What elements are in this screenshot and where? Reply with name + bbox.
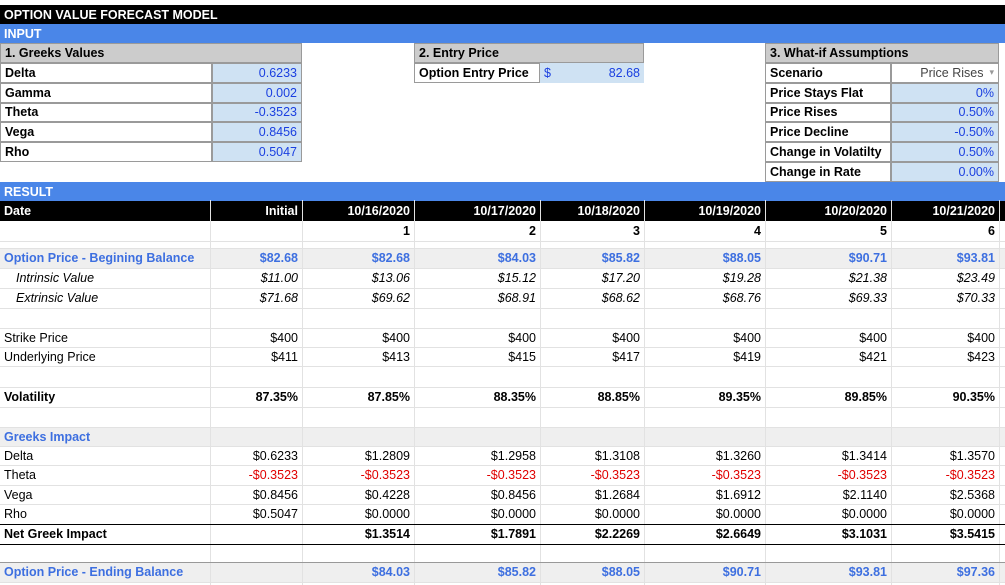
end-balance-value[interactable]: $90.71: [722, 565, 761, 579]
vega-value[interactable]: $0.4228: [364, 487, 410, 502]
rho-value[interactable]: $0.0000: [715, 507, 761, 522]
underlying-value[interactable]: $419: [733, 349, 761, 364]
gridline: [0, 268, 1005, 269]
input-label[interactable]: INPUT: [4, 26, 42, 41]
delta-row: [0, 446, 1005, 466]
vega-value[interactable]: $2.5368: [949, 487, 995, 502]
intrinsic-row: [0, 268, 1005, 288]
column-divider: [644, 200, 645, 585]
period-number[interactable]: 2: [529, 224, 536, 238]
vega-label[interactable]: Vega: [4, 487, 33, 502]
column-divider: [540, 200, 541, 585]
underlying-value[interactable]: $415: [508, 349, 536, 364]
column-header[interactable]: 10/17/2020: [473, 204, 536, 218]
column-header[interactable]: 10/21/2020: [932, 204, 995, 218]
whatif-value-input[interactable]: -0.50%: [891, 122, 999, 142]
net-impact-row: [0, 524, 1005, 544]
scenario-value: Price Rises: [920, 65, 984, 80]
extrinsic-value[interactable]: $69.33: [848, 291, 887, 305]
rho-value[interactable]: $0.0000: [841, 507, 887, 522]
greeks-impact-row: [0, 427, 1005, 446]
end-balance-value[interactable]: $88.05: [601, 565, 640, 579]
entry-header[interactable]: 2. Entry Price: [414, 43, 644, 63]
theta-value[interactable]: -$0.3523: [837, 468, 887, 483]
whatif-value-input[interactable]: 0.50%: [891, 103, 999, 123]
intrinsic-value[interactable]: $21.38: [848, 271, 887, 285]
whatif-value-input[interactable]: 0%: [891, 83, 999, 103]
begin-balance-value[interactable]: $84.03: [497, 251, 536, 265]
greek-value-input[interactable]: -0.3523: [212, 103, 302, 123]
entry-price-input[interactable]: 82.68: [560, 63, 644, 83]
gridline: [0, 465, 1005, 466]
whatif-label[interactable]: Change in Rate: [765, 162, 891, 182]
volatility-value[interactable]: 87.35%: [255, 390, 298, 404]
extrinsic-value[interactable]: $70.33: [956, 291, 995, 305]
volatility-value[interactable]: 87.85%: [367, 390, 410, 404]
rho-label[interactable]: Rho: [4, 507, 27, 522]
gridline: [0, 446, 1005, 447]
greek-value-input[interactable]: 0.002: [212, 83, 302, 103]
date-label[interactable]: Date: [4, 204, 32, 218]
row-separator: [0, 524, 1005, 525]
net-impact-value[interactable]: $3.1031: [841, 527, 887, 541]
gridline: [0, 347, 1005, 348]
delta-value[interactable]: $0.6233: [252, 448, 298, 463]
row-separator: [0, 544, 1005, 545]
begin-balance-value[interactable]: $90.71: [848, 251, 887, 265]
begin-balance-value[interactable]: $85.82: [601, 251, 640, 265]
sheet-title[interactable]: OPTION VALUE FORECAST MODEL: [4, 7, 218, 22]
greek-label[interactable]: Gamma: [0, 83, 212, 103]
intrinsic-label[interactable]: Intrinsic Value: [16, 271, 95, 285]
greeks-header[interactable]: 1. Greeks Values: [0, 43, 302, 63]
gridline: [0, 248, 1005, 249]
net-impact-value[interactable]: $2.2269: [594, 527, 640, 541]
whatif-label[interactable]: Price Rises: [765, 103, 891, 123]
input-row: [0, 63, 1005, 83]
period-row: [0, 221, 1005, 241]
scenario-label[interactable]: Scenario: [765, 63, 891, 83]
underlying-value[interactable]: $413: [382, 349, 410, 364]
gridline: [0, 288, 1005, 289]
vega-value[interactable]: $1.6912: [715, 487, 761, 502]
input-row: [0, 83, 1005, 103]
whatif-value-input[interactable]: 0.00%: [891, 162, 999, 182]
net-impact-value[interactable]: $3.5415: [949, 527, 995, 541]
extrinsic-value[interactable]: $69.62: [371, 291, 410, 305]
greek-label[interactable]: Theta: [0, 103, 212, 123]
volatility-value[interactable]: 88.35%: [493, 390, 536, 404]
net-impact-value[interactable]: $1.7891: [490, 527, 536, 541]
vega-value[interactable]: $1.2684: [594, 487, 640, 502]
vega-value[interactable]: $2.1140: [842, 487, 887, 502]
end-balance-value[interactable]: $93.81: [848, 565, 887, 579]
theta-value[interactable]: -$0.3523: [248, 468, 298, 483]
vega-value[interactable]: $0.8456: [490, 487, 536, 502]
period-number[interactable]: 4: [754, 224, 761, 238]
theta-value[interactable]: -$0.3523: [711, 468, 761, 483]
chevron-down-icon[interactable]: ▾: [989, 67, 994, 78]
column-header[interactable]: Initial: [265, 204, 298, 218]
column-divider: [765, 200, 766, 585]
begin-balance-value[interactable]: $82.68: [371, 251, 410, 265]
underlying-value[interactable]: $417: [612, 349, 640, 364]
column-header[interactable]: 10/19/2020: [698, 204, 761, 218]
gridline: [0, 485, 1005, 486]
begin-balance-value[interactable]: $93.81: [956, 251, 995, 265]
underlying-value[interactable]: $411: [271, 349, 298, 364]
greeks-impact-label[interactable]: Greeks Impact: [4, 429, 91, 444]
underlying-row: [0, 347, 1005, 366]
strike-label[interactable]: Strike Price: [4, 330, 68, 345]
section-header-row: [0, 43, 1005, 63]
delta-value[interactable]: $1.2958: [490, 448, 536, 463]
gridline: [0, 582, 1005, 583]
scenario-dropdown[interactable]: [891, 63, 999, 83]
volatility-row: [0, 387, 1005, 407]
rho-value[interactable]: $0.5047: [252, 507, 298, 522]
underlying-value[interactable]: $423: [967, 349, 995, 364]
greek-value-input[interactable]: 0.5047: [212, 142, 302, 162]
strike-row: [0, 328, 1005, 347]
delta-value[interactable]: $1.3108: [594, 448, 640, 463]
input-band: [0, 24, 1005, 43]
delta-value[interactable]: $1.3414: [841, 448, 887, 463]
intrinsic-value[interactable]: $19.28: [722, 271, 761, 285]
intrinsic-value[interactable]: $11.00: [260, 271, 298, 285]
rho-value[interactable]: $0.0000: [594, 507, 640, 522]
period-number[interactable]: [210, 221, 302, 241]
input-row: [0, 122, 1005, 142]
theta-value[interactable]: -$0.3523: [945, 468, 995, 483]
end-balance-value[interactable]: [210, 562, 302, 582]
whatif-label[interactable]: Change in Volatilty: [765, 142, 891, 162]
vega-value[interactable]: $0.8456: [252, 487, 298, 502]
column-divider: [891, 200, 892, 585]
theta-label[interactable]: Theta: [4, 468, 36, 483]
whatif-header[interactable]: 3. What-if Assumptions: [765, 43, 999, 63]
end-balance-value[interactable]: $84.03: [371, 565, 410, 579]
whatif-label[interactable]: Price Stays Flat: [765, 83, 891, 103]
extrinsic-value[interactable]: $68.62: [601, 291, 640, 305]
net-impact-label[interactable]: Net Greek Impact: [4, 527, 107, 541]
gridline: [0, 504, 1005, 505]
delta-value[interactable]: $1.3570: [949, 448, 995, 463]
column-divider: [210, 200, 211, 585]
net-impact-value[interactable]: $2.6649: [715, 527, 761, 541]
result-label[interactable]: RESULT: [4, 184, 54, 199]
delta-label[interactable]: Delta: [4, 448, 34, 463]
volatility-value[interactable]: 89.35%: [718, 390, 761, 404]
date-header-row: [0, 201, 1005, 221]
intrinsic-value[interactable]: $23.49: [956, 271, 995, 285]
gridline: [0, 407, 1005, 408]
input-row: [0, 142, 1005, 162]
begin-balance-value[interactable]: $82.68: [259, 251, 298, 265]
gridline: [0, 387, 1005, 388]
rho-value[interactable]: $0.0000: [490, 507, 536, 522]
vega-row: [0, 485, 1005, 505]
theta-value[interactable]: -$0.3523: [486, 468, 536, 483]
underlying-label[interactable]: Underlying Price: [4, 349, 96, 364]
row-separator: [0, 562, 1005, 563]
input-row: [0, 103, 1005, 123]
strike-value[interactable]: $400: [859, 330, 887, 345]
gridline: [0, 427, 1005, 428]
end-balance-row: [0, 562, 1005, 582]
theta-value[interactable]: -$0.3523: [590, 468, 640, 483]
theta-value[interactable]: -$0.3523: [360, 468, 410, 483]
intrinsic-value[interactable]: $17.20: [601, 271, 640, 285]
period-number[interactable]: 5: [880, 224, 887, 238]
begin-balance-value[interactable]: $88.05: [722, 251, 761, 265]
rho-value[interactable]: $0.0000: [364, 507, 410, 522]
period-number[interactable]: 3: [633, 224, 640, 238]
entry-currency[interactable]: $: [540, 63, 560, 83]
whatif-value-input[interactable]: 0.50%: [891, 142, 999, 162]
intrinsic-value[interactable]: $13.06: [371, 271, 410, 285]
volatility-label[interactable]: Volatility: [4, 390, 56, 404]
greek-value-input[interactable]: 0.8456: [212, 122, 302, 142]
gridline: [0, 366, 1005, 367]
gridline: [0, 328, 1005, 329]
rho-row: [0, 505, 1005, 525]
result-band: [0, 182, 1005, 201]
strike-value[interactable]: $400: [967, 330, 995, 345]
strike-value[interactable]: $400: [382, 330, 410, 345]
theta-row: [0, 466, 1005, 486]
column-divider: [999, 200, 1000, 585]
period-number[interactable]: 6: [988, 224, 995, 238]
end-balance-label[interactable]: Option Price - Ending Balance: [4, 565, 184, 579]
strike-value[interactable]: $400: [733, 330, 761, 345]
greek-label[interactable]: Vega: [0, 122, 212, 142]
entry-label[interactable]: Option Entry Price: [414, 63, 540, 83]
strike-value[interactable]: $400: [508, 330, 536, 345]
begin-balance-label[interactable]: Option Price - Begining Balance: [4, 251, 195, 265]
column-header[interactable]: 10/18/2020: [577, 204, 640, 218]
delta-value[interactable]: $1.2809: [364, 448, 410, 463]
net-impact-value[interactable]: [210, 524, 302, 544]
end-balance-value[interactable]: $97.36: [956, 565, 995, 579]
extrinsic-value[interactable]: $68.76: [722, 291, 761, 305]
rho-value[interactable]: $0.0000: [949, 507, 995, 522]
strike-value[interactable]: $400: [612, 330, 640, 345]
end-balance-value[interactable]: $85.82: [497, 565, 536, 579]
intrinsic-value[interactable]: $15.12: [497, 271, 536, 285]
period-number[interactable]: 1: [403, 224, 410, 238]
begin-balance-row: [0, 248, 1005, 268]
delta-value[interactable]: $1.3260: [715, 448, 761, 463]
volatility-value[interactable]: 88.85%: [597, 390, 640, 404]
column-divider: [302, 200, 303, 585]
greek-value-input[interactable]: 0.6233: [212, 63, 302, 83]
extrinsic-label[interactable]: Extrinsic Value: [16, 291, 99, 305]
gridline: [0, 241, 1005, 242]
gridline: [0, 308, 1005, 309]
volatility-value[interactable]: 90.35%: [952, 390, 995, 404]
extrinsic-value[interactable]: $68.91: [497, 291, 536, 305]
strike-value[interactable]: $400: [270, 330, 298, 345]
volatility-value[interactable]: 89.85%: [844, 390, 887, 404]
extrinsic-row: [0, 288, 1005, 308]
title-row: [0, 5, 1005, 24]
greek-label[interactable]: Rho: [0, 142, 212, 162]
input-row: [0, 162, 1005, 182]
column-header[interactable]: 10/16/2020: [347, 204, 410, 218]
whatif-label[interactable]: Price Decline: [765, 122, 891, 142]
extrinsic-value[interactable]: $71.68: [259, 291, 298, 305]
column-header[interactable]: 10/20/2020: [824, 204, 887, 218]
underlying-value[interactable]: $421: [859, 349, 887, 364]
net-impact-value[interactable]: $1.3514: [364, 527, 410, 541]
column-divider: [414, 200, 415, 585]
greek-label[interactable]: Delta: [0, 63, 212, 83]
